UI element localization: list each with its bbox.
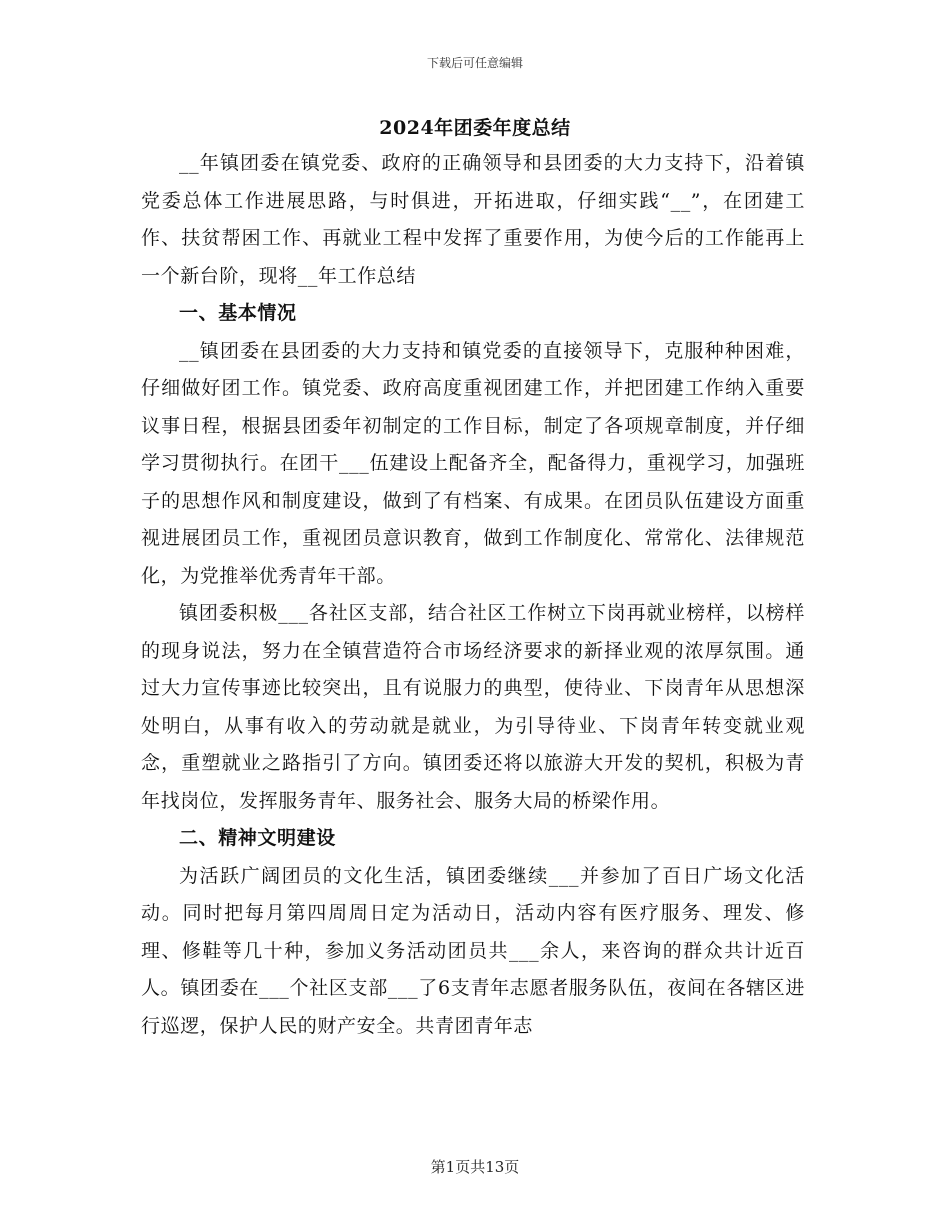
document-title: 2024年团委年度总结: [379, 117, 571, 139]
document-body: [141, 145, 805, 1045]
body-paragraph: 为活跃广阔团员的文化生活，镇团委继续___并参加了百日广场文化活动。同时把每月第四周周日定为活动日，活动内容有医疗服务、理发、修理、修鞋等几十种，参加义务活动团员共___余人，来咨询的群众共计近百人。镇团委在___个社区支部___了6支青年志愿者服务队伍，夜间在各辖区进行巡逻，保护人民的财产安全。共青团青年志: [141, 864, 805, 1037]
intro-paragraph: __年镇团委在镇党委、政府的正确领导和县团委的大力支持下，沿着镇党委总体工作进展思路，与时俱进，开拓进取，仔细实践“__”，在团建工作、扶贫帮困工作、再就业工程中发挥了重要作用，为使今后的工作能再上一个新台阶，现将__年工作总结: [141, 152, 805, 287]
body-paragraph: __镇团委在县团委的大力支持和镇党委的直接领导下，克服种种困难，仔细做好团工作。镇党委、政府高度重视团建工作，并把团建工作纳入重要议事日程，根据县团委年初制定的工作目标，制定了各项规章制度，并仔细学习贯彻执行。在团干___伍建设上配备齐全，配备得力，重视学习，加强班子的思想作风和制度建设，做到了有档案、有成果。在团员队伍建设方面重视进展团员工作，重视团员意识教育，做到工作制度化、常常化、法律规范化，为党推举优秀青年干部。: [141, 339, 805, 587]
header-note: 下载后可任意编辑: [426, 56, 523, 70]
page-number: 第1页共13页: [430, 1158, 520, 1176]
body-paragraph: 镇团委积极___各社区支部，结合社区工作树立下岗再就业榜样，以榜样的现身说法，努力在全镇营造符合市场经济要求的新择业观的浓厚氛围。通过大力宣传事迹比较突出，且有说服力的典型，使待业、下岗青年从思想深处明白，从事有收入的劳动就是就业，为引导待业、下岗青年转变就业观念，重塑就业之路指引了方向。镇团委还将以旅游大开发的契机，积极为青年找岗位，发挥服务青年、服务社会、服务大局的桥梁作用。: [141, 602, 805, 812]
section-heading-basic-situation: 一、基本情况: [179, 302, 297, 324]
section-heading-spiritual-civilization: 二、精神文明建设: [179, 827, 336, 849]
